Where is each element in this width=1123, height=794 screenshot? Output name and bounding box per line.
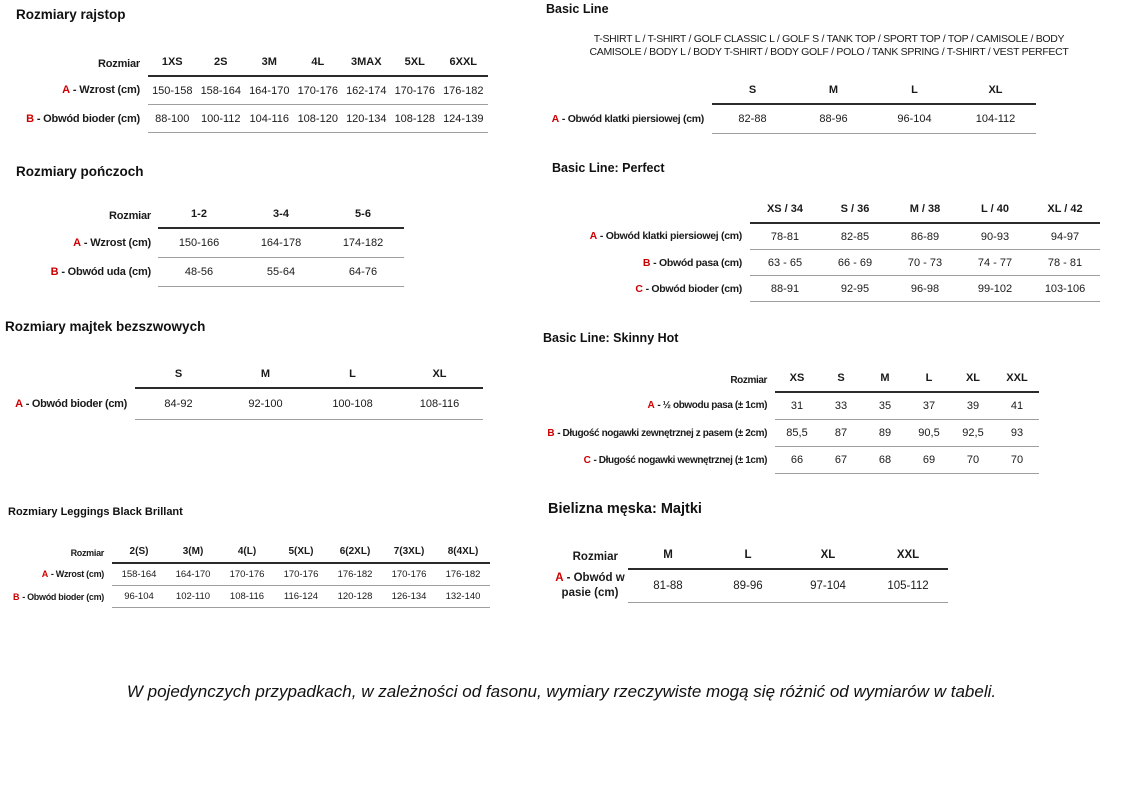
size-header-label [520, 80, 712, 104]
size-column-header: 5XL [391, 52, 440, 76]
size-value-cell: 99-102 [960, 276, 1030, 302]
product-list-line1: T-SHIRT L / T-SHIRT / GOLF CLASSIC L / GOLF S / TANK TOP / SPORT TOP / TOP / CAMISOLE / BODY [593, 33, 1065, 45]
size-value-cell: 170-176 [220, 563, 274, 586]
size-value-cell: 78-81 [750, 223, 820, 250]
size-column-header: XS [775, 368, 819, 392]
size-header-label [5, 364, 135, 388]
size-value-cell: 108-116 [220, 586, 274, 608]
size-column-header: M [793, 80, 874, 104]
measurement-row-label: A - Obwód klatki piersiowej (cm) [551, 112, 704, 125]
size-value-cell: 81-88 [628, 569, 708, 603]
size-value-cell: 102-110 [166, 586, 220, 608]
size-value-cell: 100-108 [309, 388, 396, 420]
size-column-header: XL [396, 364, 483, 388]
measurement-letter: B [13, 591, 20, 602]
measurement-letter: A [15, 397, 23, 410]
measurement-letter: A [647, 400, 655, 412]
size-value-cell: 120-134 [342, 105, 391, 133]
size-column-header: 8(4XL) [436, 543, 490, 563]
size-value-cell: 48-56 [158, 258, 240, 287]
size-column-header: S / 36 [820, 199, 890, 223]
size-value-cell: 89-96 [708, 569, 788, 603]
size-column-header: 2S [197, 52, 246, 76]
measurement-letter: C [583, 454, 591, 466]
size-table-perfect [555, 199, 1100, 302]
size-value-cell: 87 [819, 420, 863, 447]
size-column-header: 2(S) [112, 543, 166, 563]
size-value-cell: 78 - 81 [1030, 250, 1100, 276]
size-value-cell: 70 - 73 [890, 250, 960, 276]
size-value-cell: 96-104 [112, 586, 166, 608]
size-value-cell: 35 [863, 392, 907, 420]
size-column-header: 1-2 [158, 204, 240, 228]
size-value-cell: 82-88 [712, 104, 793, 134]
size-value-cell: 104-112 [955, 104, 1036, 134]
size-value-cell: 100-112 [197, 105, 246, 133]
size-value-cell: 63 - 65 [750, 250, 820, 276]
size-value-cell: 96-98 [890, 276, 960, 302]
measurement-row-label: A - Obwód bioder (cm) [15, 397, 127, 410]
size-value-cell: 170-176 [382, 563, 436, 586]
measurement-row-label: B - Obwód bioder (cm) [13, 591, 104, 602]
size-column-header: XL / 42 [1030, 199, 1100, 223]
size-value-cell: 105-112 [868, 569, 948, 603]
size-table-leggings [12, 543, 490, 608]
measurement-row-label: C - Obwód bioder (cm) [635, 282, 742, 295]
measurement-row-label: A - Wzrost (cm) [62, 84, 140, 97]
size-value-cell: 150-166 [158, 228, 240, 258]
size-column-header: 3(M) [166, 543, 220, 563]
size-value-cell: 94-97 [1030, 223, 1100, 250]
size-value-cell: 93 [995, 420, 1039, 447]
size-value-cell: 97-104 [788, 569, 868, 603]
size-value-cell: 85,5 [775, 420, 819, 447]
measurement-row-label: A - Wzrost (cm) [73, 236, 151, 249]
size-value-cell: 69 [907, 447, 951, 474]
size-column-header: L [907, 368, 951, 392]
measurement-letter: A [41, 569, 48, 580]
size-value-cell: 124-139 [439, 105, 488, 133]
size-value-cell: 66 - 69 [820, 250, 890, 276]
measurement-letter: B [26, 112, 34, 125]
product-list-line2: CAMISOLE / BODY L / BODY T-SHIRT / BODY GOLF / POLO / TANK SPRING / T-SHIRT / VEST PERFECT [589, 45, 1069, 58]
size-column-header: S [819, 368, 863, 392]
size-value-cell: 70 [951, 447, 995, 474]
measurement-letter: A [589, 230, 597, 243]
size-value-cell: 92-95 [820, 276, 890, 302]
measurement-row-label: A - Obwód klatki piersiowej (cm) [589, 230, 742, 243]
size-column-header: L [874, 80, 955, 104]
size-table-ponczochy [40, 204, 404, 287]
size-header-label: Rozmiar [730, 374, 767, 386]
size-value-cell: 103-106 [1030, 276, 1100, 302]
size-value-cell: 104-116 [245, 105, 294, 133]
size-column-header: 3MAX [342, 52, 391, 76]
size-table-basic-line [520, 80, 1036, 134]
size-column-header: 3M [245, 52, 294, 76]
size-value-cell: 116-124 [274, 586, 328, 608]
size-header-label: Rozmiar [70, 548, 104, 558]
size-column-header: 3-4 [240, 204, 322, 228]
size-column-header: M / 38 [890, 199, 960, 223]
size-value-cell: 162-174 [342, 76, 391, 105]
size-value-cell: 176-182 [328, 563, 382, 586]
size-column-header: XXL [868, 545, 948, 569]
size-value-cell: 88-100 [148, 105, 197, 133]
size-column-header: XS / 34 [750, 199, 820, 223]
section-title-perfect: Basic Line: Perfect [552, 161, 665, 175]
measurement-letter: B [50, 266, 59, 278]
size-column-header: 5-6 [322, 204, 404, 228]
size-value-cell: 33 [819, 392, 863, 420]
measurement-row-label: A - Obwód w pasie (cm) [555, 572, 625, 599]
size-value-cell: 70 [995, 447, 1039, 474]
size-value-cell: 176-182 [436, 563, 490, 586]
measurement-row-label: B - Obwód bioder (cm) [26, 112, 140, 125]
size-column-header: XL [951, 368, 995, 392]
size-header-label: Rozmiar [109, 210, 151, 222]
size-value-cell: 41 [995, 392, 1039, 420]
size-column-header: M [628, 545, 708, 569]
size-value-cell: 92,5 [951, 420, 995, 447]
size-value-cell: 174-182 [322, 228, 404, 258]
size-value-cell: 88-91 [750, 276, 820, 302]
size-column-header: 5(XL) [274, 543, 328, 563]
size-column-header: XL [955, 80, 1036, 104]
size-column-header: 4(L) [220, 543, 274, 563]
size-value-cell: 108-116 [396, 388, 483, 420]
size-value-cell: 164-178 [240, 228, 322, 258]
size-column-header: S [135, 364, 222, 388]
size-value-cell: 158-164 [197, 76, 246, 105]
size-column-header: L / 40 [960, 199, 1030, 223]
size-column-header: L [708, 545, 788, 569]
measurement-row-label: B - Obwód pasa (cm) [642, 256, 742, 269]
size-value-cell: 39 [951, 392, 995, 420]
size-header-label: Rozmiar [98, 58, 140, 70]
size-value-cell: 86-89 [890, 223, 960, 250]
size-value-cell: 170-176 [294, 76, 343, 105]
size-value-cell: 150-158 [148, 76, 197, 105]
size-column-header: XXL [995, 368, 1039, 392]
size-header-label: Rozmiar [572, 551, 618, 563]
size-value-cell: 90,5 [907, 420, 951, 447]
size-value-cell: 120-128 [328, 586, 382, 608]
size-column-header: 6(2XL) [328, 543, 382, 563]
size-column-header: M [863, 368, 907, 392]
product-list [540, 33, 1118, 58]
size-value-cell: 67 [819, 447, 863, 474]
size-value-cell: 164-170 [166, 563, 220, 586]
size-value-cell: 158-164 [112, 563, 166, 586]
size-column-header: 6XXL [439, 52, 488, 76]
measurement-letter: B [547, 427, 555, 439]
size-value-cell: 55-64 [240, 258, 322, 287]
size-value-cell: 108-120 [294, 105, 343, 133]
size-value-cell: 92-100 [222, 388, 309, 420]
measurement-row-label: B - Obwód uda (cm) [50, 266, 151, 278]
section-title-basic-line: Basic Line [546, 2, 609, 16]
size-header-label [555, 199, 750, 223]
size-column-header: 1XS [148, 52, 197, 76]
size-value-cell: 132-140 [436, 586, 490, 608]
size-value-cell: 96-104 [874, 104, 955, 134]
size-value-cell: 88-96 [793, 104, 874, 134]
size-table-majtki-bezszwowe [5, 364, 483, 420]
size-value-cell: 68 [863, 447, 907, 474]
measurement-letter: C [635, 282, 643, 295]
size-value-cell: 90-93 [960, 223, 1030, 250]
size-value-cell: 170-176 [274, 563, 328, 586]
measurement-row-label: A - Wzrost (cm) [41, 569, 104, 580]
size-value-cell: 31 [775, 392, 819, 420]
size-table-skinny-hot [510, 368, 1039, 474]
size-value-cell: 108-128 [391, 105, 440, 133]
section-title-bielizna-meska: Bielizna męska: Majtki [548, 501, 702, 517]
size-value-cell: 89 [863, 420, 907, 447]
measurement-letter: A [62, 84, 70, 97]
size-column-header: 7(3XL) [382, 543, 436, 563]
size-value-cell: 82-85 [820, 223, 890, 250]
measurement-letter: B [642, 256, 651, 269]
size-value-cell: 164-170 [245, 76, 294, 105]
measurement-row-label: C - Długość nogawki wewnętrznej (± 1cm) [583, 454, 767, 466]
size-column-header: M [222, 364, 309, 388]
size-column-header: L [309, 364, 396, 388]
section-title-majtki-bezszwowe: Rozmiary majtek bezszwowych [5, 319, 206, 334]
measurement-row-label: A - ½ obwodu pasa (± 1cm) [647, 400, 767, 412]
size-value-cell: 37 [907, 392, 951, 420]
size-value-cell: 64-76 [322, 258, 404, 287]
size-value-cell: 126-134 [382, 586, 436, 608]
section-title-ponczochy: Rozmiary pończoch [16, 164, 144, 179]
measurement-letter: A [555, 572, 564, 584]
size-column-header: 4L [294, 52, 343, 76]
section-title-skinny-hot: Basic Line: Skinny Hot [543, 331, 679, 345]
size-table-bielizna-meska [552, 545, 948, 603]
section-title-rajstop: Rozmiary rajstop [16, 7, 126, 22]
size-value-cell: 84-92 [135, 388, 222, 420]
measurement-letter: A [551, 112, 559, 125]
size-table-rajstop [8, 52, 488, 133]
size-column-header: XL [788, 545, 868, 569]
size-value-cell: 170-176 [391, 76, 440, 105]
size-column-header: S [712, 80, 793, 104]
measurement-letter: A [73, 236, 81, 249]
size-value-cell: 74 - 77 [960, 250, 1030, 276]
size-value-cell: 176-182 [439, 76, 488, 105]
size-value-cell: 66 [775, 447, 819, 474]
measurement-row-label: B - Długość nogawki zewnętrznej z pasem (± 2cm) [547, 427, 767, 439]
section-title-leggings: Rozmiary Leggings Black Brillant [8, 506, 183, 518]
disclaimer-note: W pojedynczych przypadkach, w zależności od fasonu, wymiary rzeczywiste mogą się różnić od wymiarów w tabeli. [126, 682, 997, 701]
